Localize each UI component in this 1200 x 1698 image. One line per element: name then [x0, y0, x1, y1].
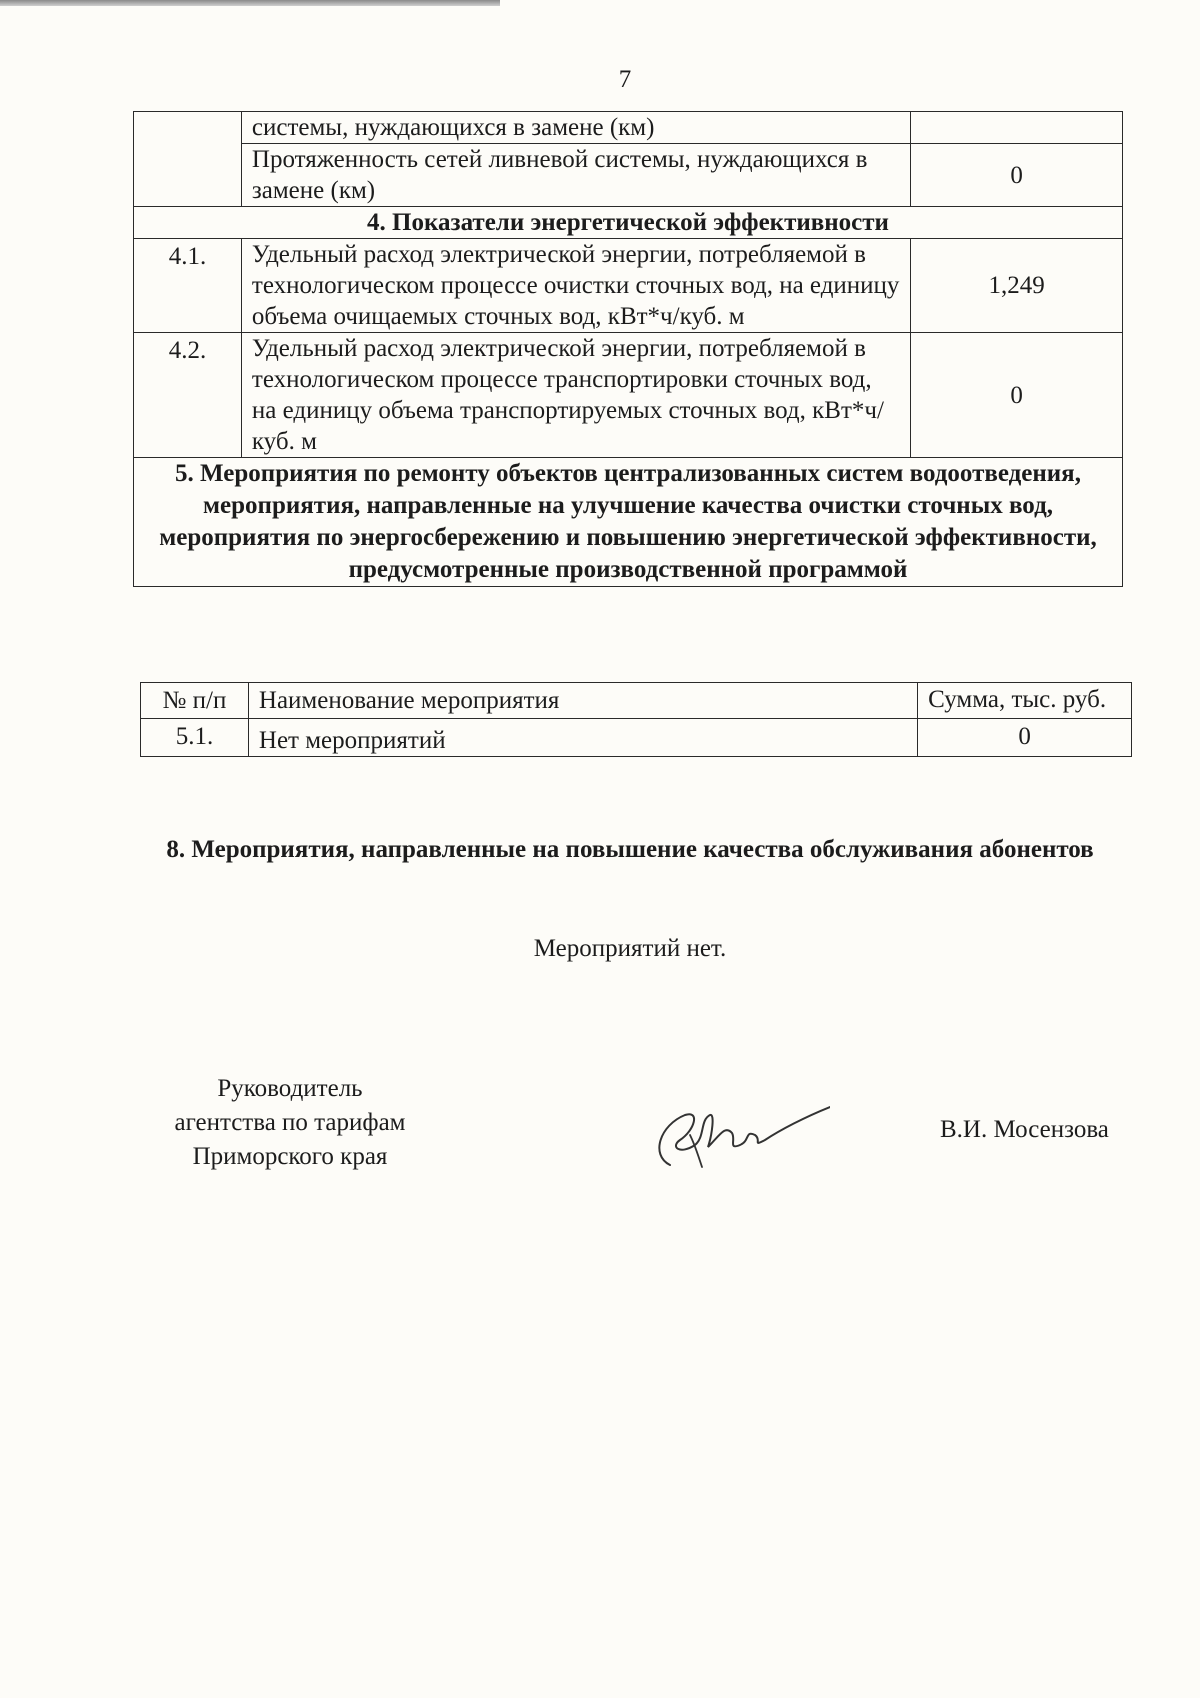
section-8-title: 8. Мероприятия, направленные на повышение качества обслуживания абонентов: [166, 836, 1094, 863]
header-number: № п/п: [141, 683, 249, 719]
indicator-name-cell: Протяженность сетей ливневой системы, нуждающихся в замене (км): [241, 144, 910, 207]
table-row: [134, 239, 1123, 333]
signer-title-line: Руководитель: [217, 1075, 363, 1102]
header-sum: Сумма, тыс. руб.: [918, 683, 1132, 719]
header-measure-name: Наименование мероприятия: [248, 683, 917, 719]
section-4-title: 4. Показатели энергетической эффективности: [134, 207, 1123, 239]
signer-title-line: Приморского края: [192, 1143, 388, 1170]
indicator-name-cell: Удельный расход электрической энергии, потребляемой в технологическом процессе очистки сточных вод, на единицу объема очищаемых сточных вод, кВт*ч/куб. м: [241, 239, 910, 333]
table-row: [134, 333, 1123, 458]
handwritten-signature: [640, 1085, 830, 1185]
measure-name-cell: Нет мероприятий: [248, 719, 917, 757]
section-8-text: Мероприятий нет.: [533, 935, 727, 962]
row-number-cell: 4.2.: [134, 333, 242, 458]
indicator-value-cell: [911, 112, 1123, 144]
row-number-cell: 4.1.: [134, 239, 242, 333]
indicator-value-cell: 0: [911, 333, 1123, 458]
indicator-value-cell: 0: [911, 144, 1123, 207]
measures-table: [140, 682, 1132, 757]
table-row: [134, 112, 1123, 144]
row-number-cell: 5.1.: [141, 719, 249, 757]
signer-title: [140, 1072, 440, 1174]
row-number-cell: [134, 112, 242, 207]
indicator-name-cell: системы, нуждающихся в замене (км): [241, 112, 910, 144]
indicator-value-cell: 1,249: [911, 239, 1123, 333]
section-row: [134, 458, 1123, 587]
section-5-title: 5. Мероприятия по ремонту объектов централизованных систем водоотведения, мероприятия, направленные на улучшение качества очистки сточных вод, мероприятия по энергосбережению и повышению энергетической эффективности, предусмотренные производственной программой: [134, 458, 1123, 587]
signer-title-line: агентства по тарифам: [174, 1109, 406, 1136]
signer-name: В.И. Мосензова: [940, 1116, 1109, 1143]
measure-sum-cell: 0: [918, 719, 1132, 757]
scan-edge-mark: [0, 0, 500, 6]
table-row: [141, 719, 1132, 757]
table-row: [134, 144, 1123, 207]
indicator-name-cell: Удельный расход электрической энергии, потребляемой в технологическом процессе транспортировки сточных вод, на единицу объема транспортируемых сточных вод, кВт*ч/куб. м: [241, 333, 910, 458]
table-header-row: [141, 683, 1132, 719]
page-number: 7: [618, 66, 632, 93]
indicators-table: [133, 111, 1123, 587]
section-row: [134, 207, 1123, 239]
